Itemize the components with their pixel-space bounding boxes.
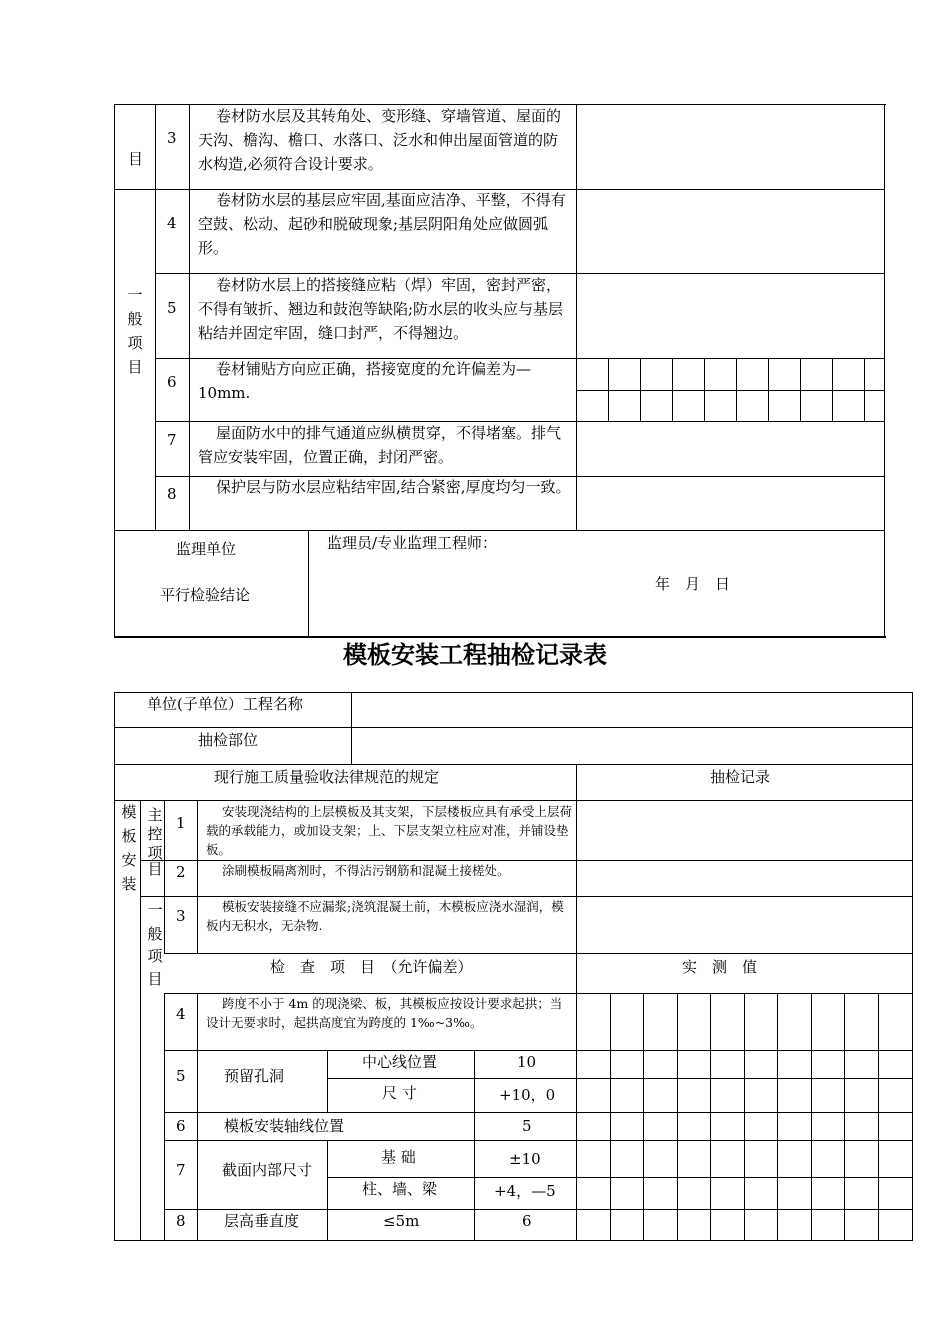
measured-header: 实 测 值 xyxy=(682,958,758,976)
row-num: 3 xyxy=(167,129,177,147)
record-header: 抽检记录 xyxy=(710,768,771,786)
row-text: 卷材防水层上的搭接缝应粘（焊）牢固，密封严密，不得有皱折、翘边和鼓泡等缺陷;防水层的收头应与基层粘结并固定牢固，缝口封严，不得翘边。 xyxy=(198,276,564,342)
general-label: 一 xyxy=(147,901,163,919)
sub-item: 基 础 xyxy=(381,1148,416,1166)
category-label: 装 xyxy=(121,875,137,893)
row-num: 6 xyxy=(167,373,177,391)
general-label: 目 xyxy=(147,970,163,988)
category-label: 模 xyxy=(121,803,137,821)
main-control-label: 目 xyxy=(147,860,163,878)
row-text: 卷材防水层及其转角处、变形缝、穿墙管道、屋面的天沟、檐沟、檐口、水落口、泛水和伸出屋面管道的防水构造,必须符合设计要求。 xyxy=(198,107,562,173)
row-text: 屋面防水中的排气通道应纵横贯穿，不得堵塞。排气管应安装牢固，位置正确，封闭严密。 xyxy=(198,424,562,466)
general-label-3: 项 xyxy=(127,334,143,352)
sub-item: ≤5m xyxy=(383,1212,420,1230)
inspect-part-label: 抽检部位 xyxy=(198,731,259,749)
row-text: 跨度不小于 4m 的现浇梁、板，其模板应按设计要求起拱；当设计无要求时，起拱高度宜为跨度的 1‰~3‰。 xyxy=(206,996,563,1030)
spec-header: 现行施工质量验收法律规范的规定 xyxy=(214,768,440,786)
sub-item: 尺 寸 xyxy=(382,1084,417,1102)
row-num: 4 xyxy=(167,214,177,232)
tolerance-value: 10 xyxy=(517,1053,537,1071)
project-name-label: 单位(子单位）工程名称 xyxy=(147,695,303,713)
row-num: 2 xyxy=(176,863,186,881)
main-control-label: 项 xyxy=(147,844,163,862)
general-label: 般 xyxy=(147,925,163,943)
category-label: 板 xyxy=(121,827,137,845)
row-num: 3 xyxy=(176,907,186,925)
row-num: 8 xyxy=(176,1212,186,1230)
sub-item: 柱、墙、梁 xyxy=(362,1180,438,1198)
main-control-label: 主 xyxy=(147,806,163,824)
row-text: 卷材铺贴方向应正确，搭接宽度的允许偏差为—10mm. xyxy=(198,360,532,402)
tolerance-value: +10，0 xyxy=(499,1086,556,1104)
row-num: 8 xyxy=(167,485,177,503)
parallel-conclusion-label: 平行检验结论 xyxy=(160,586,251,604)
date-label: 年 月 日 xyxy=(655,575,731,593)
general-label-2: 般 xyxy=(127,310,143,328)
general-label-4: 目 xyxy=(127,358,143,376)
row-name: 模板安装轴线位置 xyxy=(224,1117,345,1135)
row-text: 保护层与防水层应粘结牢固,结合紧密,厚度均匀一致。 xyxy=(216,478,571,496)
page-title: 模板安装工程抽检记录表 xyxy=(343,640,607,669)
row-num: 6 xyxy=(176,1117,186,1135)
category-label-top: 目 xyxy=(128,150,144,168)
row-name: 预留孔洞 xyxy=(224,1067,285,1085)
row-num: 1 xyxy=(176,814,186,832)
row-num: 5 xyxy=(176,1067,186,1085)
row-name: 层高垂直度 xyxy=(224,1212,300,1230)
general-label-1: 一 xyxy=(127,286,143,304)
check-items-header: 检 查 项 目 （允许偏差） xyxy=(270,958,473,976)
supervision-unit-label: 监理单位 xyxy=(176,540,237,558)
tolerance-value: ±10 xyxy=(509,1150,541,1168)
main-control-label: 控 xyxy=(147,825,163,843)
row-text: 模板安装接缝不应漏浆;浇筑混凝土前，木模板应浇水湿润，模板内无积水，无杂物. xyxy=(206,899,564,933)
row-text: 安装现浇结构的上层模板及其支架，下层楼板应具有承受上层荷载的承载能力，或加设支架；上、下层支架立柱应对准，并铺设垫板。 xyxy=(206,804,573,857)
row-name: 截面内部尺寸 xyxy=(222,1161,313,1179)
row-num: 7 xyxy=(176,1161,186,1179)
row-num: 5 xyxy=(167,299,177,317)
row-num: 4 xyxy=(176,1005,186,1023)
supervisor-label: 监理员/专业监理工程师： xyxy=(327,534,498,552)
sub-item: 中心线位置 xyxy=(362,1053,438,1071)
tolerance-value: 5 xyxy=(522,1117,532,1135)
row-num: 7 xyxy=(167,431,177,449)
row-text: 涂刷模板隔离剂时，不得沾污钢筋和混凝土接槎处。 xyxy=(222,863,510,878)
category-label: 安 xyxy=(121,851,137,869)
row-text: 卷材防水层的基层应牢固,基面应洁净、平整，不得有空鼓、松动、起砂和脱破现象;基层阴阳角处应做圆弧形。 xyxy=(198,191,566,257)
tolerance-value: 6 xyxy=(522,1212,532,1230)
general-label: 项 xyxy=(147,947,163,965)
tolerance-value: +4，—5 xyxy=(494,1182,556,1200)
